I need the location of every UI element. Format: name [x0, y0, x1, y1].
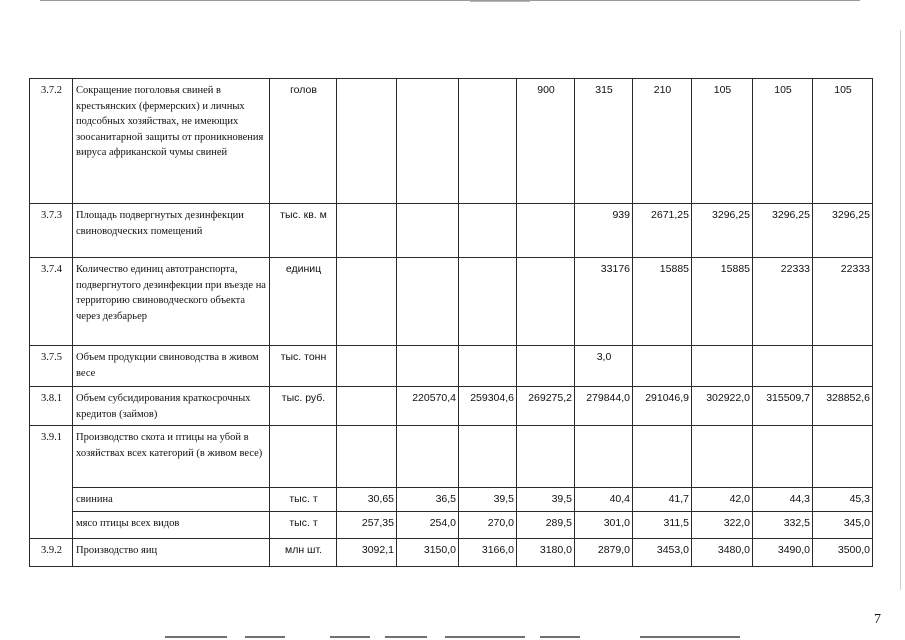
row-value: 22333 [753, 258, 813, 346]
scan-edge-bottom [330, 636, 370, 638]
table-row [30, 387, 873, 426]
row-value: 259304,6 [459, 387, 517, 426]
table-row [30, 512, 873, 539]
row-value [397, 426, 459, 488]
row-value [692, 346, 753, 387]
table-row [30, 488, 873, 512]
row-value: 39,5 [459, 488, 517, 512]
row-value: 3453,0 [633, 539, 692, 567]
row-value [517, 204, 575, 258]
row-code: 3.9.2 [30, 539, 73, 567]
row-code: 3.7.2 [30, 79, 73, 204]
row-value: 345,0 [813, 512, 873, 539]
row-name: Производство яиц [73, 539, 270, 567]
row-value: 269275,2 [517, 387, 575, 426]
row-unit: тыс. т [270, 488, 337, 512]
row-value: 279844,0 [575, 387, 633, 426]
row-value [397, 204, 459, 258]
row-value: 220570,4 [397, 387, 459, 426]
scan-edge-top [40, 0, 860, 1]
row-value [633, 426, 692, 488]
row-value [692, 426, 753, 488]
row-value [459, 204, 517, 258]
row-value [459, 346, 517, 387]
scan-edge-right [900, 30, 901, 590]
row-value: 3490,0 [753, 539, 813, 567]
row-value: 45,3 [813, 488, 873, 512]
row-unit: млн шт. [270, 539, 337, 567]
row-value: 3296,25 [753, 204, 813, 258]
indicators-table [29, 78, 873, 567]
scan-edge-bottom [245, 636, 285, 638]
row-value: 939 [575, 204, 633, 258]
row-value: 3,0 [575, 346, 633, 387]
row-value: 3166,0 [459, 539, 517, 567]
row-value: 210 [633, 79, 692, 204]
row-unit [270, 426, 337, 488]
row-value: 2879,0 [575, 539, 633, 567]
row-value [459, 426, 517, 488]
row-code: 3.9.1 [30, 426, 73, 539]
row-value: 311,5 [633, 512, 692, 539]
row-value [575, 426, 633, 488]
row-value [517, 426, 575, 488]
row-value: 2671,25 [633, 204, 692, 258]
row-name: Площадь подвергнутых дезинфекции свиноводческих помещений [73, 204, 270, 258]
row-value: 39,5 [517, 488, 575, 512]
row-value: 41,7 [633, 488, 692, 512]
row-value: 22333 [813, 258, 873, 346]
row-value [753, 346, 813, 387]
row-name: Количество единиц автотранспорта, подвергнутого дезинфекции при въезде на территорию свиноводческого объекта через дезбарьер [73, 258, 270, 346]
row-value [397, 79, 459, 204]
row-value: 254,0 [397, 512, 459, 539]
row-value: 328852,6 [813, 387, 873, 426]
row-value: 3500,0 [813, 539, 873, 567]
row-unit: тыс. тонн [270, 346, 337, 387]
row-value: 105 [813, 79, 873, 204]
row-code: 3.7.5 [30, 346, 73, 387]
row-value: 3480,0 [692, 539, 753, 567]
row-value [459, 79, 517, 204]
row-value [753, 426, 813, 488]
table-row [30, 346, 873, 387]
row-value: 291046,9 [633, 387, 692, 426]
row-name: свинина [73, 488, 270, 512]
row-value: 36,5 [397, 488, 459, 512]
row-value: 40,4 [575, 488, 633, 512]
table-row [30, 204, 873, 258]
row-unit: тыс. руб. [270, 387, 337, 426]
row-code: 3.7.3 [30, 204, 73, 258]
row-name: мясо птицы всех видов [73, 512, 270, 539]
scan-edge-bottom [385, 636, 427, 638]
table-row [30, 539, 873, 567]
scan-edge-bottom [445, 636, 525, 638]
row-name: Производство скота и птицы на убой в хозяйствах всех категорий (в живом весе) [73, 426, 270, 488]
row-value [337, 426, 397, 488]
row-name: Сокращение поголовья свиней в крестьянских (фермерских) и личных подсобных хозяйствах, не имеющих зоосанитарной защиты от проникновения вируса африканской чумы свиней [73, 79, 270, 204]
row-unit: тыс. т [270, 512, 337, 539]
table-row [30, 426, 873, 488]
row-value [813, 426, 873, 488]
row-value [337, 79, 397, 204]
row-value: 3296,25 [813, 204, 873, 258]
row-unit: единиц [270, 258, 337, 346]
row-value: 105 [753, 79, 813, 204]
page-number: 7 [874, 612, 881, 627]
row-value: 315 [575, 79, 633, 204]
row-value: 332,5 [753, 512, 813, 539]
row-value [337, 258, 397, 346]
scan-edge-bottom [165, 636, 227, 638]
row-value [337, 387, 397, 426]
row-value: 44,3 [753, 488, 813, 512]
row-value: 33176 [575, 258, 633, 346]
scan-edge-top-fragment [470, 1, 530, 2]
row-value: 900 [517, 79, 575, 204]
row-value: 289,5 [517, 512, 575, 539]
scan-edge-bottom [640, 636, 740, 638]
row-value [337, 204, 397, 258]
row-value: 15885 [633, 258, 692, 346]
row-value: 42,0 [692, 488, 753, 512]
row-value: 15885 [692, 258, 753, 346]
scan-edge-bottom [540, 636, 580, 638]
row-value: 3296,25 [692, 204, 753, 258]
row-value: 257,35 [337, 512, 397, 539]
row-value: 301,0 [575, 512, 633, 539]
row-value: 322,0 [692, 512, 753, 539]
row-value [397, 346, 459, 387]
row-code: 3.8.1 [30, 387, 73, 426]
row-value [633, 346, 692, 387]
row-value: 3092,1 [337, 539, 397, 567]
row-value [813, 346, 873, 387]
row-value [337, 346, 397, 387]
row-value [459, 258, 517, 346]
row-name: Объем субсидирования краткосрочных кредитов (займов) [73, 387, 270, 426]
row-value: 3180,0 [517, 539, 575, 567]
row-value: 3150,0 [397, 539, 459, 567]
table-row [30, 79, 873, 204]
row-value: 105 [692, 79, 753, 204]
row-name: Объем продукции свиноводства в живом весе [73, 346, 270, 387]
row-value: 30,65 [337, 488, 397, 512]
row-code: 3.7.4 [30, 258, 73, 346]
row-value [517, 346, 575, 387]
row-unit: голов [270, 79, 337, 204]
row-value: 315509,7 [753, 387, 813, 426]
table-row [30, 258, 873, 346]
row-value: 302922,0 [692, 387, 753, 426]
row-value [397, 258, 459, 346]
row-value: 270,0 [459, 512, 517, 539]
row-value [517, 258, 575, 346]
row-unit: тыс. кв. м [270, 204, 337, 258]
